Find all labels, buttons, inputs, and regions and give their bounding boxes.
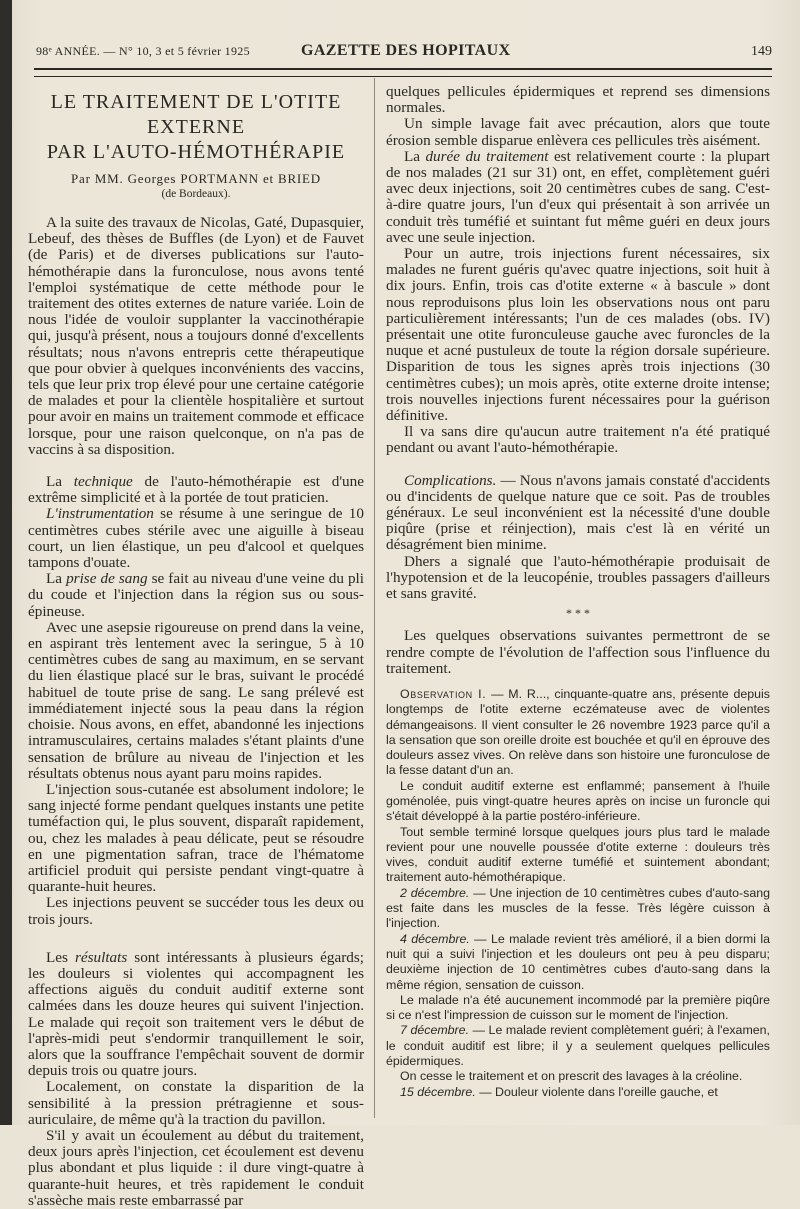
paragraph: L'instrumentation se résume à une seringue de 10 centimètres cubes stérile avec une aiguille à biseau court, un lien élastique, un peu d'alcool et quelques tampons d'ouate. (28, 505, 364, 572)
paragraph: A la suite des travaux de Nicolas, Gaté, Dupasquier, Lebeuf, des thèses de Buffles (de Lyon) et de Fauvet (de Paris) et de diverses publications sur l'auto-hémothérapie dans la furonculose, nous avons tenté l'emploi systématique de cette méthode pour le traitement des otites externes de nature variée. Loin de nous l'idée de vouloir supplanter la vaccinothérapie qui, jusqu'à présent, nous a toujours donné d'excellents résultats; nous n'avons entrepris cette thérapeutique que pour obvier à quelques inconvénients des vaccins, tels que leur prix trop élevé pour une certaine catégorie de malades et pour la clientèle hospitalière et surtout pour avoir en mains un traitement commode et efficace lorsque, pour une raison quelconque, on n'a pas de vaccins à sa disposition. (28, 214, 364, 458)
spacer (386, 457, 770, 473)
header-rule (34, 68, 772, 77)
asterism: * * * (566, 606, 590, 621)
paragraph: Pour un autre, trois injections furent nécessaires, six malades ne furent guéris qu'avec quatre injections, soit huit à dix jours. Enfin, trois cas d'otite externe « à bascule » dont nous reproduisons plus loin les observations nous ont paru particulièrement intéressants; l'un de ces malades (obs. IV) présentait une otite furonculeuse gauche avec furoncles de la nuque et acné pustuleux de toute la région dorsale supérieure. Disparition de tous les signes après trois injections (30 centimètres cubes); un mois après, otite externe droite intense; trois nouvelles injections furent nécessaires pour la guérison définitive. (386, 245, 770, 425)
title-line-2: PAR L'AUTO-HÉMOTHÉRAPIE (46, 141, 346, 163)
emphasis: durée du traitement (425, 147, 549, 165)
emphasis: Complications. (404, 471, 497, 489)
issue-info: 98ᵉ ANNÉE. — N° 10, 3 et 5 février 1925 (36, 44, 250, 58)
paragraph: La technique de l'auto-hémothérapie est d'une extrême simplicité et à la portée de tout praticien. (28, 473, 364, 507)
spacer (28, 458, 364, 474)
running-header (36, 42, 772, 64)
date-label: 4 décembre. (400, 931, 470, 946)
spacer (28, 928, 364, 950)
article-byline: Par MM. Georges PORTMANN et BRIED (71, 171, 321, 186)
observation-label: Observation I. (400, 686, 487, 701)
paragraph: Les quelques observations suivantes permettront de se rendre compte de l'évolution de l'affection sous l'influence du traitement. (386, 627, 770, 677)
paragraph: L'injection sous-cutanée est absolument indolore; le sang injecté forme pendant quelques instants une petite tuméfaction qui, le plus souvent, disparaît rapidement, ou, chez les malades à peau délicate, peut se résoudre en une pigmentation safran, trace de l'hématome artificiel produit qui persiste pendant vingt-quatre à quarante-huit heures. (28, 780, 364, 896)
paragraph: quelques pellicules épidermiques et reprend ses dimensions normales. (386, 83, 770, 117)
observation-paragraph: Le conduit auditif externe est enflammé; pansement à l'huile goménolée, puis vingt-quatre heures après on incise un furoncle qui s'était développé à la partie postéro-inférieure. (386, 778, 770, 824)
observations-block (386, 687, 770, 1100)
date-label: 7 décembre. (400, 1023, 470, 1038)
observation-paragraph: Tout semble terminé lorsque quelques jours plus tard le malade revient pour une nouvelle poussée d'otite externe : douleurs très vives, conduit auditif externe tuméfié et suintement abondant; traitement auto-hémothérapique. (386, 824, 770, 885)
paragraph: Localement, on constate la disparition de la sensibilité à la pression prétragienne et sous-auriculaire, de même qu'à la traction du pavillon. (28, 1078, 364, 1128)
observation-paragraph: 4 décembre. — Le malade revient très amélioré, il a bien dormi la nuit qui a suivi l'injection et les douleurs ont peu à peu disparu; deuxième injection de 10 centimètres cubes d'auto-sang dans la même région, sensation de cuisson. (386, 931, 771, 992)
paragraph: Complications. — Nous n'avons jamais constaté d'accidents ou d'incidents de quelque nature que ce soit. Pas de troubles généraux. Le seul inconvénient est la nécessité d'une double piqûre (prise et réinjection), mais c'est là en vérité un désagrément bien minime. (386, 471, 770, 554)
article-title (28, 90, 364, 165)
page-number: 149 (751, 44, 772, 59)
page-binding-edge (0, 0, 12, 1125)
date-label: 2 décembre. (400, 885, 470, 900)
observation-paragraph: 15 décembre. — Douleur violente dans l'oreille gauche, et (400, 1084, 718, 1099)
observation-paragraph: 7 décembre. — Le malade revient complètement guéri; à l'examen, le conduit auditif est libre; il y a seulement quelques pellicules épidermiques. (386, 1023, 770, 1069)
paragraph: Avec une asepsie rigoureuse on prend dans la veine, en aspirant très lentement avec la seringue, 5 à 10 centimètres cubes de sang au maximum, en se servant du lien élastique placé sur le bras, suivant le procédé habituel de toute prise de sang. Le sang prélevé est immédiatement injecté sous la peau dans la région choisie. Nous avons, en effet, abandonné les injections intramusculaires, certains malades s'étant plaints d'une sensation de brûlure au niveau de l'injection et les résultats obtenus nous ayant paru moins rapides. (28, 618, 364, 782)
paragraph: Les injections peuvent se succéder tous les deux ou trois jours. (28, 894, 364, 928)
column-divider (374, 78, 375, 1118)
emphasis: L'instrumentation (46, 505, 154, 523)
observation-paragraph: 2 décembre. — Une injection de 10 centimètres cubes d'auto-sang est faite dans les muscles de la fesse. Très légère cuisson à l'injection. (386, 885, 770, 931)
emphasis: résultats (74, 948, 128, 966)
emphasis: prise de sang (66, 570, 148, 588)
article-affiliation: (de Bordeaux). (161, 188, 231, 200)
emphasis: technique (73, 473, 133, 491)
observation-paragraph: Observation I. — M. R..., cinquante-quatre ans, présente depuis longtemps de l'otite externe eczémateuse avec de violentes démangeaisons. Il vient consulter le 26 novembre 1923 parce qu'il a la sensation que son oreille droite est bouchée et qu'il en éprouve des douleurs assez vives. On relève dans son histoire une furonculose de la fesse datant d'un an. (386, 686, 770, 778)
paragraph: Dhers a signalé que l'auto-hémothérapie produisait de l'hypotension et de la leucopénie, troubles passagers d'ailleurs et sans gravité. (386, 552, 770, 603)
paragraph: S'il y avait un écoulement au début du traitement, deux jours après l'injection, cet écoulement est devenu plus abondant et plus liquide : il dure vingt-quatre à quarante-huit heures, et très rapidement le conduit s'assèche mais reste embarrassé par (28, 1126, 364, 1209)
date-label: 15 décembre. (400, 1084, 476, 1099)
journal-name: GAZETTE DES HOPITAUX (301, 42, 511, 59)
title-line-1: LE TRAITEMENT DE L'OTITE EXTERNE (50, 91, 342, 138)
right-column (386, 84, 770, 1100)
observation-paragraph: On cesse le traitement et on prescrit des lavages à la créoline. (400, 1069, 743, 1084)
paragraph: Les résultats sont intéressants à plusieurs égards; les douleurs si violentes qui accompagnent les affections aiguës du conduit auditif externe sont calmées dans les douze heures qui suivent l'injection. Le malade qui reçoit son traitement vers le début de l'après-midi peut s'endormir tranquillement le soir, alors que la souffrance l'empêchait souvent de dormir depuis trois ou quatre jours. (28, 948, 364, 1080)
paragraph: Un simple lavage fait avec précaution, alors que toute érosion semble disparue enlèvera ces pellicules très aisément. (386, 115, 770, 149)
observation-paragraph: Le malade n'a été aucunement incommodé par la première piqûre si ce n'est l'impression de cuisson sur le moment de l'injection. (386, 992, 770, 1023)
spacer (386, 677, 770, 687)
paragraph: La durée du traitement est relativement courte : la plupart de nos malades (21 sur 31) ont, en effet, complètement guéri avec deux injections, soit 20 centimètres cubes de sang. C'est-à-dire quatre jours, l'un d'eux qui présentait à son arrivée un conduit très tuméfié et suintant fut même guéri en deux jours avec une seule injection. (386, 147, 770, 246)
paragraph: La prise de sang se fait au niveau d'une veine du pli du coude et l'injection dans la région sus ou sous-épineuse. (28, 570, 364, 620)
paragraph: Il va sans dire qu'aucun autre traitement n'a été pratiqué pendant ou avant l'auto-hémothérapie. (386, 423, 770, 457)
left-column (28, 82, 364, 1209)
